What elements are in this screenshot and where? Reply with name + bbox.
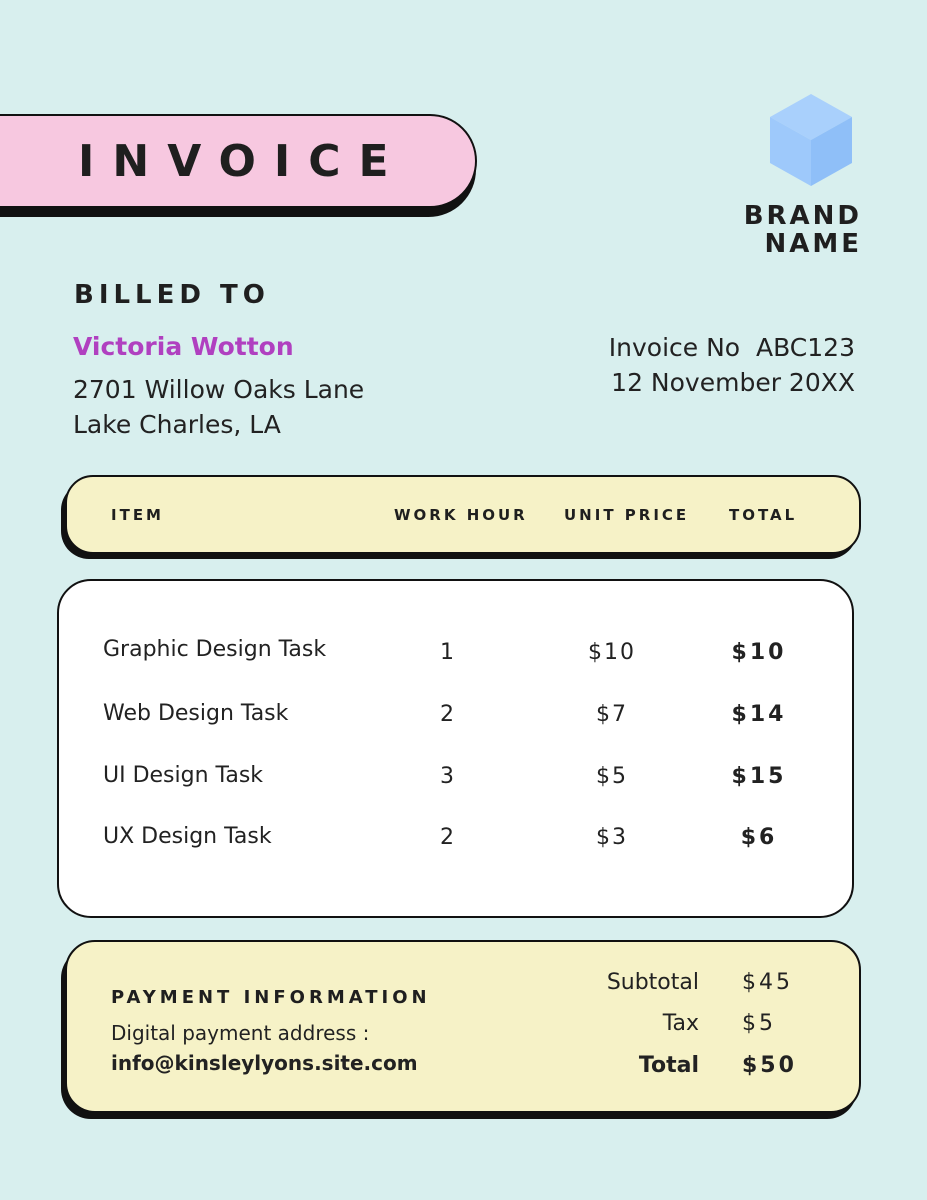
subtotal-label: Subtotal [606,970,699,995]
brand-name [720,202,862,258]
row-hours: 2 [440,702,454,727]
subtotal-value: $45 [742,970,793,995]
row-price: $5 [596,764,628,789]
row-item: UX Design Task [103,824,272,849]
client-address-line1: 2701 Willow Oaks Lane [73,375,365,404]
row-price: $10 [588,640,636,665]
billed-to-heading: BILLED TO [74,280,270,310]
payment-address-label: Digital payment address : [111,1021,370,1045]
brand-name-line1: BRAND [743,201,862,231]
row-total: $10 [731,640,787,665]
column-header-unit-price: UNIT PRICE [564,506,690,524]
client-address-line2: Lake Charles, LA [73,410,281,439]
total-value: $50 [742,1053,797,1078]
column-header-total: TOTAL [729,506,798,524]
row-hours: 2 [440,825,454,850]
client-name: Victoria Wotton [73,332,294,361]
cube-icon [766,92,856,188]
payment-email: info@kinsleylyons.site.com [111,1051,418,1075]
row-total: $6 [740,825,778,850]
column-header-work-hour: WORK HOUR [394,506,528,524]
row-item: Graphic Design Task [103,637,327,662]
tax-label: Tax [662,1011,699,1036]
tax-value: $5 [742,1011,776,1036]
row-hours: 3 [440,764,454,789]
row-hours: 1 [440,640,454,665]
invoice-title: INVOICE [78,136,407,187]
total-label: Total [638,1053,699,1078]
row-price: $7 [596,702,628,727]
row-item: Web Design Task [103,701,289,726]
row-total: $15 [731,764,787,789]
brand-name-line2: NAME [764,229,862,259]
invoice-date: 12 November 20XX [611,368,855,397]
invoice-number: Invoice No ABC123 [608,333,855,362]
row-total: $14 [731,702,787,727]
payment-heading: PAYMENT INFORMATION [111,987,431,1008]
row-price: $3 [596,825,628,850]
row-item: UI Design Task [103,763,264,788]
column-header-item: ITEM [111,506,164,524]
items-card [57,579,854,918]
